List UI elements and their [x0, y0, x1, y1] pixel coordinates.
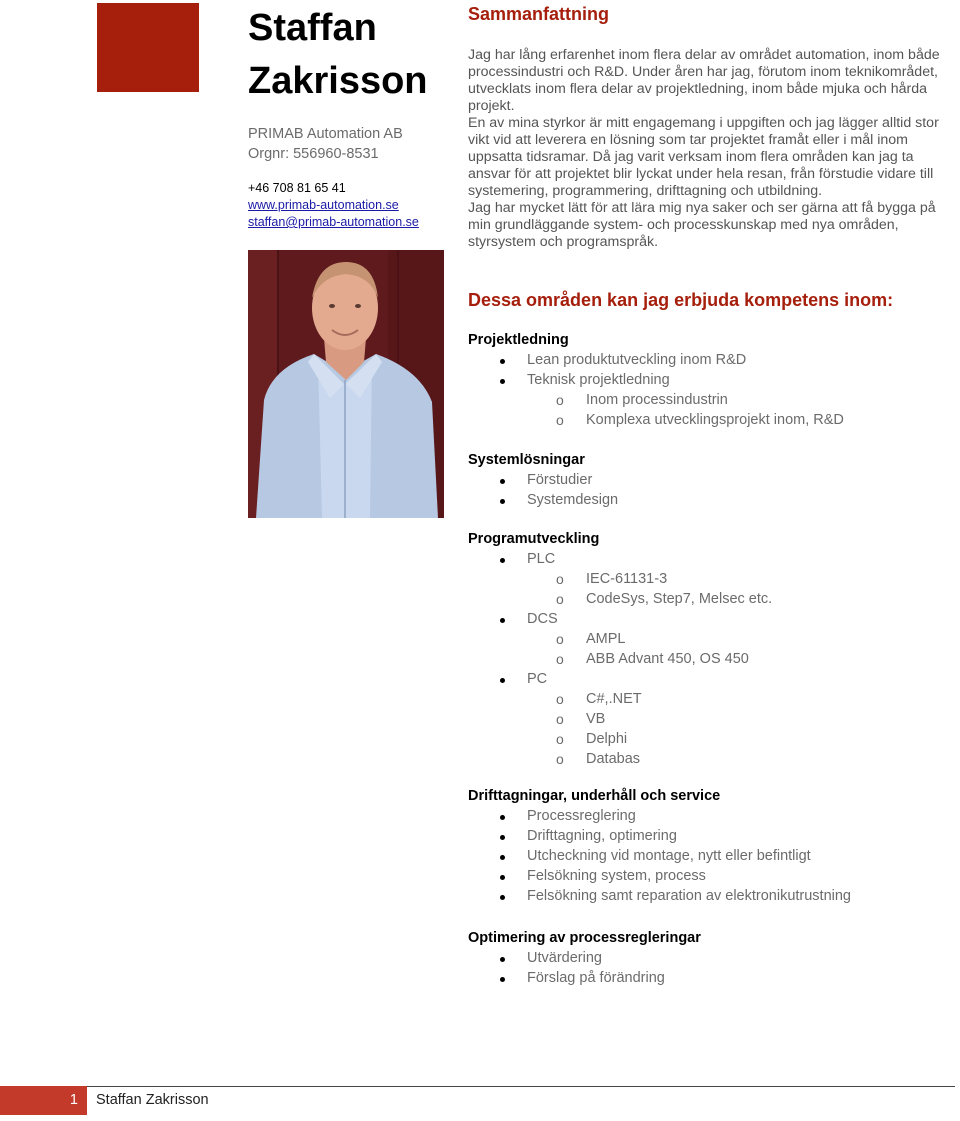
- list-item: [468, 826, 958, 846]
- section-title: Optimering av processregleringar: [468, 930, 701, 946]
- sub-list-item: [468, 410, 958, 430]
- circle-bullet-icon: o: [556, 651, 564, 667]
- circle-bullet-icon: o: [556, 631, 564, 647]
- list-item-text: Felsökning system, process: [527, 868, 706, 884]
- list-item-text: Processreglering: [527, 808, 636, 824]
- name-last: Zakrisson: [248, 60, 428, 102]
- website-link[interactable]: www.primab-automation.se: [248, 198, 399, 212]
- list-item-text: Teknisk projektledning: [527, 372, 670, 388]
- summary-paragraph-3: Jag har mycket lätt för att lära mig nya saker och ser gärna att få bygga på min grundläggande system- och processkunskap med nya områden, styrsystem och programspråk.: [468, 200, 936, 250]
- profile-photo: [248, 250, 444, 518]
- section-title: Drifttagningar, underhåll och service: [468, 788, 721, 804]
- list-item: [468, 350, 958, 370]
- list-item-text: DCS: [527, 611, 558, 627]
- sub-item-text: Databas: [586, 751, 641, 767]
- list-item: [468, 470, 958, 490]
- bullet-icon: [500, 815, 505, 820]
- summary-paragraph-2: En av mina styrkor är mitt engagemang i uppgiften och jag lägger alltid stor vikt vid att leverera en lösning som tar projektet framåt eller i mål inom uppsatta tidsramar. Då jag varit verksam inom flera områden kan jag ta ansvar för att projektet blir lyckat under hela resan, från förstudie vidare till systemering, programmering, drifttagning och utbildning.: [468, 115, 939, 199]
- list-item-text: PC: [527, 671, 548, 687]
- sub-list-item: [468, 390, 958, 410]
- footer-divider: [87, 1086, 955, 1087]
- circle-bullet-icon: o: [556, 591, 564, 607]
- list-item-text: Utcheckning vid montage, nytt eller befintligt: [527, 848, 811, 864]
- competence-title: Dessa områden kan jag erbjuda kompetens inom:: [468, 290, 894, 310]
- section-title: Projektledning: [468, 332, 569, 348]
- section-projektledning: [468, 330, 958, 430]
- sub-list-item: [468, 589, 958, 609]
- bullet-icon: [500, 479, 505, 484]
- list-item: [468, 806, 958, 826]
- list-item: [468, 846, 958, 866]
- bullet-icon: [500, 558, 505, 563]
- list-item-text: Systemdesign: [527, 492, 619, 508]
- list-item-text: Utvärdering: [527, 950, 602, 966]
- sub-item-text: C#,.NET: [586, 691, 642, 707]
- circle-bullet-icon: o: [556, 731, 564, 747]
- list-item-text: Förslag på förändring: [527, 970, 665, 986]
- section-title: Systemlösningar: [468, 452, 585, 468]
- name-first: Staffan: [248, 7, 377, 49]
- phone-number: +46 708 81 65 41: [248, 181, 346, 195]
- bullet-icon: [500, 678, 505, 683]
- list-item-text: Förstudier: [527, 472, 593, 488]
- bullet-icon: [500, 855, 505, 860]
- circle-bullet-icon: o: [556, 751, 564, 767]
- sub-item-text: IEC-61131-3: [586, 571, 668, 587]
- sub-list-item: [468, 649, 958, 669]
- section-systemlosningar: [468, 450, 958, 510]
- bullet-icon: [500, 379, 505, 384]
- list-item-text: Drifttagning, optimering: [527, 828, 677, 844]
- sub-item-text: Delphi: [586, 731, 628, 747]
- sub-item-text: Inom processindustrin: [586, 392, 728, 408]
- list-item: [468, 669, 958, 689]
- circle-bullet-icon: o: [556, 691, 564, 707]
- company-info: [248, 124, 403, 164]
- sub-item-text: CodeSys, Step7, Melsec etc.: [586, 591, 773, 607]
- sub-item-text: VB: [586, 711, 606, 727]
- email-link[interactable]: staffan@primab-automation.se: [248, 215, 419, 229]
- company-name: PRIMAB Automation AB: [248, 126, 403, 142]
- circle-bullet-icon: o: [556, 392, 564, 408]
- sub-item-text: Komplexa utvecklingsprojekt inom, R&D: [586, 412, 844, 428]
- company-orgnr: Orgnr: 556960-8531: [248, 146, 379, 162]
- summary-title: Sammanfattning: [468, 4, 610, 24]
- circle-bullet-icon: o: [556, 711, 564, 727]
- circle-bullet-icon: o: [556, 571, 564, 587]
- list-item: [468, 968, 958, 988]
- list-item-text: PLC: [527, 551, 556, 567]
- bullet-icon: [500, 499, 505, 504]
- logo-red-square: [97, 3, 199, 92]
- list-item: [468, 866, 958, 886]
- sub-list-item: [468, 709, 958, 729]
- bullet-icon: [500, 618, 505, 623]
- list-item: [468, 490, 958, 510]
- list-item: [468, 948, 958, 968]
- bullet-icon: [500, 875, 505, 880]
- sub-item-text: AMPL: [586, 631, 626, 647]
- bullet-icon: [500, 977, 505, 982]
- bullet-icon: [500, 359, 505, 364]
- section-programutveckling: [468, 529, 958, 769]
- bullet-icon: [500, 957, 505, 962]
- list-item: [468, 609, 958, 629]
- sub-item-text: ABB Advant 450, OS 450: [586, 651, 749, 667]
- sub-list-item: [468, 729, 958, 749]
- bullet-icon: [500, 835, 505, 840]
- sub-list-item: [468, 569, 958, 589]
- section-optimering: [468, 928, 958, 988]
- sub-list-item: [468, 689, 958, 709]
- person-name: [248, 2, 453, 108]
- sub-list-item: [468, 629, 958, 649]
- section-drifttagningar: [468, 786, 958, 906]
- sub-list-item: [468, 749, 958, 769]
- list-item-text: Felsökning samt reparation av elektronikutrustning: [527, 888, 851, 904]
- list-item: [468, 549, 958, 569]
- circle-bullet-icon: o: [556, 412, 564, 428]
- list-item-text: Lean produktutveckling inom R&D: [527, 352, 747, 368]
- list-item: [468, 886, 958, 906]
- list-item: [468, 370, 958, 390]
- summary-paragraph-1: Jag har lång erfarenhet inom flera delar av området automation, inom både processindustri och R&D. Under åren har jag, förutom inom teknikområdet, utvecklats inom flera delar av projektledning, inom både mjuka och hårda projekt.: [468, 47, 940, 114]
- footer-name: Staffan Zakrisson: [96, 1092, 209, 1108]
- bullet-icon: [500, 895, 505, 900]
- section-title: Programutveckling: [468, 531, 600, 547]
- contact-info: [248, 180, 419, 231]
- page-number: 1: [69, 1092, 78, 1108]
